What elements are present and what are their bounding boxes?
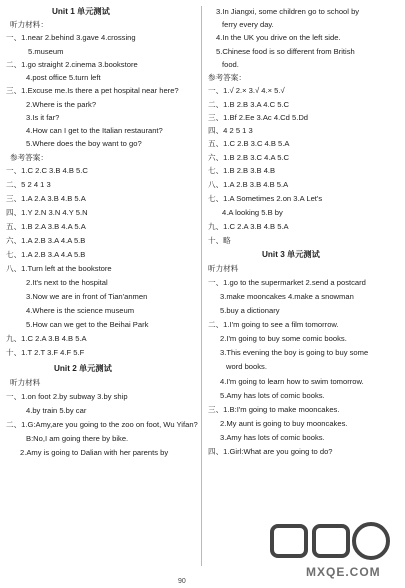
text-line: 5.buy a dictionary — [220, 306, 280, 316]
text-line: 2.My aunt is going to buy mooncakes. — [220, 418, 348, 428]
text-line: 听力材料 — [10, 378, 41, 388]
text-line: 五、1.B 2.A 3.B 4.A 5.A — [6, 222, 86, 232]
text-line: 一、1.√ 2.× 3.√ 4.× 5.√ — [208, 86, 285, 96]
text-line: 4.I'm going to learn how to swim tomorrow. — [220, 376, 364, 386]
watermark-url: MXQE.COM — [306, 565, 381, 579]
text-line: 2.I'm going to buy some comic books. — [220, 334, 347, 344]
text-line: 一、1.C 2.C 3.B 4.B 5.C — [6, 165, 88, 175]
text-line: 5.Chinese food is so different from British — [216, 46, 355, 56]
text-line: 十、1.T 2.T 3.F 4.F 5.F — [6, 348, 85, 358]
text-line: 二、1.go straight 2.cinema 3.bookstore — [6, 59, 138, 69]
text-line: 七、1.A Sometimes 2.on 3.A Let's — [208, 194, 323, 203]
text-line: 三、1.Excuse me.Is there a pet hospital near here? — [6, 86, 179, 96]
text-line: 5.Where does the boy want to go? — [26, 139, 142, 149]
text-line: word books. — [226, 362, 267, 372]
text-line: B:No,I am going there by bike. — [26, 434, 129, 444]
text-line: 九、1.C 2.A 3.B 4.B 5.A — [208, 222, 289, 232]
text-line: 2.Where is the park? — [26, 99, 97, 109]
text-line: 5.Amy has lots of comic books. — [220, 390, 325, 400]
unit-title: Unit 3 单元测试 — [262, 250, 320, 260]
text-line: 六、1.B 2.B 3.C 4.A 5.C — [208, 152, 290, 162]
text-line: 七、1.B 2.B 3.B 4.B — [208, 165, 276, 175]
text-line: 4.post office 5.turn left — [26, 73, 101, 83]
text-line: 四、4 2 5 1 3 — [208, 126, 253, 136]
text-line: 三、1.B:I'm going to make mooncakes. — [208, 404, 340, 414]
text-line: 听力材料： — [10, 20, 48, 30]
column-divider — [201, 6, 202, 566]
text-line: 4.How can I get to the Italian restaurant? — [26, 126, 163, 136]
text-line: 一、1.near 2.behind 3.gave 4.crossing — [6, 33, 136, 43]
unit-title: Unit 1 单元测试 — [52, 6, 110, 16]
text-line: 二、1.I'm going to see a film tomorrow. — [208, 320, 339, 330]
text-line: 参考答案： — [208, 73, 246, 83]
text-line: 听力材料 — [208, 264, 239, 274]
text-line: 5.museum — [28, 46, 64, 56]
text-line: 3.make mooncakes 4.make a snowman — [220, 292, 354, 302]
text-line: 参考答案： — [10, 152, 48, 162]
text-line: 八、1.A 2.B 3.B 4.B 5.A — [208, 179, 289, 189]
text-line: 四、1.Girl:What are you going to do? — [208, 446, 333, 456]
text-line: 二、1.B 2.B 3.A 4.C 5.C — [208, 99, 290, 109]
text-line: 2.It's next to the hospital — [26, 278, 108, 288]
text-line: 2.Amy is going to Dalian with her parents by — [20, 448, 169, 458]
text-line: 五、1.C 2.B 3.C 4.B 5.A — [208, 139, 290, 149]
text-line: 八、1.Turn left at the bookstore — [6, 264, 112, 274]
text-line: 4.In the UK you drive on the left side. — [216, 33, 341, 43]
text-line: food. — [222, 59, 239, 69]
text-line: 5.How can we get to the Beihai Park — [26, 320, 149, 330]
text-line: 3.In Jiangxi, some children go to school by — [216, 6, 360, 16]
text-line: 4.A looking 5.B by — [222, 208, 283, 218]
text-line: 3.This evening the boy is going to buy some — [220, 348, 369, 358]
text-line: 二、1.G:Amy,are you going to the zoo on foot, Wu Yifan? — [6, 420, 198, 430]
text-line: 4.by train 5.by car — [26, 406, 87, 416]
text-line: 九、1.C 2.A 3.B 4.B 5.A — [6, 334, 87, 344]
text-line: 十、略 — [208, 236, 231, 246]
text-line: 七、1.A 2.B 3.A 4.A 5.B — [6, 250, 86, 260]
text-line: 二、5 2 4 1 3 — [6, 179, 51, 189]
text-line: 3.Now we are in front of Tian'anmen — [26, 292, 148, 302]
text-line: 四、1.Y 2.N 3.N 4.Y 5.N — [6, 208, 88, 218]
text-line: 三、1.A 2.A 3.B 4.B 5.A — [6, 194, 86, 203]
page-number: 90 — [178, 578, 186, 585]
right-column — [204, 0, 405, 588]
text-line: 3.Amy has lots of comic books. — [220, 432, 325, 442]
text-line: 4.Where is the science museum — [26, 306, 135, 316]
text-line: 一、1.go to the supermarket 2.send a postcard — [208, 278, 366, 288]
text-line: ferry every day. — [222, 20, 274, 30]
unit-title: Unit 2 单元测试 — [54, 364, 112, 374]
text-line: 三、1.Bf 2.Ee 3.Ac 4.Cd 5.Dd — [208, 112, 309, 122]
text-line: 六、1.A 2.B 3.A 4.A 5.B — [6, 236, 86, 246]
text-line: 3.Is it far? — [26, 112, 60, 122]
text-line: 一、1.on foot 2.by subway 3.by ship — [6, 392, 128, 402]
